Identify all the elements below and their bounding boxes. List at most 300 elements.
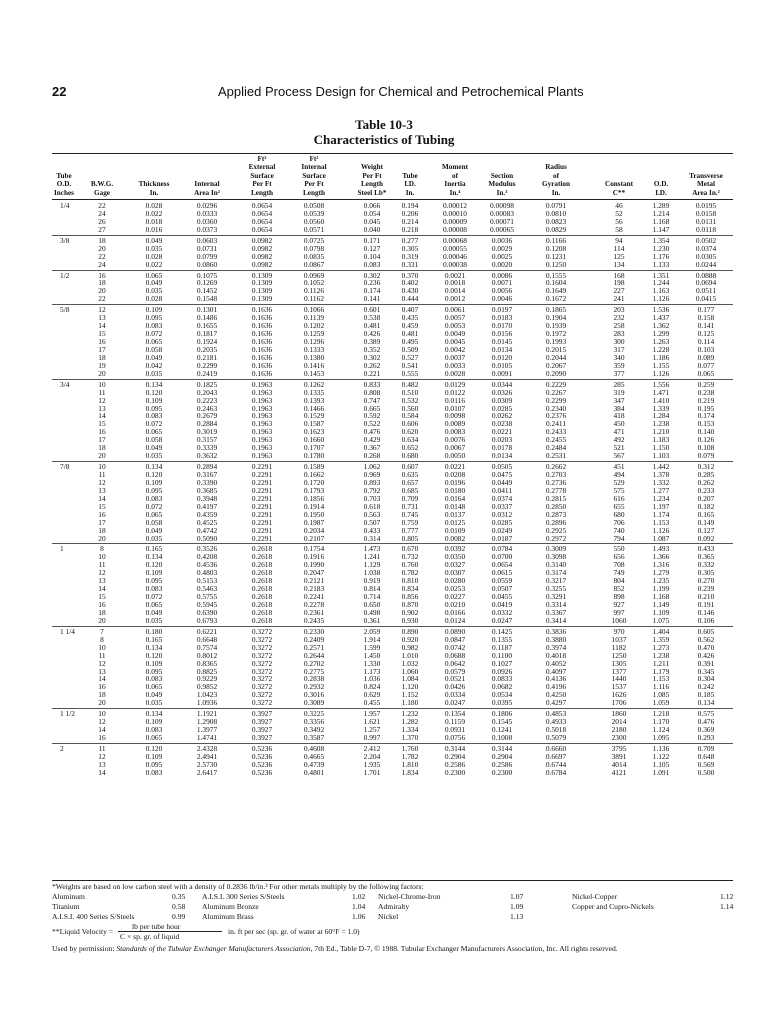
table-cell: 494 <box>613 470 625 479</box>
table-cell: 0.0028 <box>444 368 466 378</box>
table-cell: 1.351 <box>652 270 670 280</box>
factor-value: 0.99 <box>172 912 186 921</box>
table-cell: 0.652 <box>401 443 419 453</box>
table-cell: 0.2531 <box>545 451 567 461</box>
table-cell: 1.059 <box>652 698 670 708</box>
factor-value: 1.12 <box>720 892 734 901</box>
velocity-note <box>52 922 733 942</box>
table-cell: 1182 <box>611 642 627 652</box>
table-cell: 1.621 <box>363 717 381 727</box>
table-cell: 285 <box>613 379 625 389</box>
table-cell: 1.120 <box>401 682 419 692</box>
table-cell: 471 <box>613 427 625 437</box>
table-cell: 0.185 <box>697 690 715 700</box>
permission-prefix: Used by permission: <box>52 944 117 953</box>
table-cell: 0.0654 <box>251 224 273 234</box>
tube-size-group <box>52 544 733 626</box>
table-cell: 10 <box>98 462 106 472</box>
table-cell: 1.935 <box>363 759 381 769</box>
table-cell: 0.4359 <box>196 509 218 519</box>
table-cell: 0.5463 <box>196 584 218 594</box>
table-cell: 4121 <box>611 767 627 777</box>
factor-metal: Aluminum <box>52 892 85 901</box>
table-cell: 0.035 <box>145 243 163 253</box>
table-cell: 0.0018 <box>444 278 466 288</box>
table-cell: 0.3272 <box>251 642 273 652</box>
table-cell: 0.3167 <box>196 470 218 479</box>
table-cell: 0.0969 <box>303 270 325 280</box>
table-cell: 0.0067 <box>444 443 466 453</box>
table-cell: 10 <box>98 552 106 562</box>
table-cell: 450 <box>613 419 625 429</box>
table-cell: 0.0029 <box>491 243 513 253</box>
table-cell: 0.153 <box>697 419 715 429</box>
table-cell: 0.218 <box>401 224 419 234</box>
table-cell: 0.1333 <box>303 344 325 354</box>
table-cell: 0.982 <box>401 642 419 652</box>
table-cell: 16 <box>98 337 106 346</box>
table-cell: 0.058 <box>145 344 163 354</box>
table-cell: 1.556 <box>652 379 670 389</box>
table-cell: 0.104 <box>363 251 381 261</box>
table-cell: 0.1780 <box>303 451 325 461</box>
table-cell: 0.095 <box>145 313 163 323</box>
factor-row <box>52 902 733 912</box>
table-cell: 15 <box>98 592 106 602</box>
table-cell: 1.126 <box>652 368 670 378</box>
table-cell: 227 <box>613 286 625 296</box>
column-header: B.W.G. Gage <box>90 180 114 197</box>
tube-od-cell: 1/2 <box>60 270 70 280</box>
table-cell: 0.361 <box>363 615 381 625</box>
table-cell: 11 <box>98 470 106 479</box>
factor-value: 1.06 <box>352 912 366 921</box>
table-cell: 0.7574 <box>196 642 218 652</box>
table-cell: 0.500 <box>697 767 715 777</box>
table-body <box>52 201 733 778</box>
table-cell: 0.0107 <box>444 403 466 413</box>
table-cell: 8 <box>100 544 104 554</box>
table-cell: 0.3089 <box>303 698 325 708</box>
table-cell: 0.0125 <box>444 517 466 527</box>
table-cell: 2.5730 <box>196 759 218 769</box>
table-cell: 56 <box>615 216 623 226</box>
table-cell: 0.0296 <box>196 201 218 210</box>
weight-note-line <box>52 882 733 892</box>
table-cell: 0.0823 <box>545 216 567 226</box>
table-cell: 0.0344 <box>491 379 513 389</box>
table-cell: 0.2229 <box>545 379 567 389</box>
table-cell: 0.262 <box>363 360 381 370</box>
table-cell: 0.214 <box>401 216 419 226</box>
table-cell: 1.163 <box>652 286 670 296</box>
table-cell: 7 <box>100 626 104 636</box>
table-cell: 20 <box>98 368 106 378</box>
table-cell: 0.1825 <box>196 379 218 389</box>
table-cell: 0.134 <box>145 642 163 652</box>
table-cell: 0.0197 <box>491 305 513 315</box>
table-cell: 0.2904 <box>491 751 513 761</box>
table-cell: 0.562 <box>697 634 715 644</box>
table-cell: 0.0033 <box>444 360 466 370</box>
table-cell: 0.0332 <box>491 607 513 617</box>
table-cell: 0.5090 <box>196 533 218 543</box>
table-cell: 0.555 <box>401 368 419 378</box>
table-cell: 1.834 <box>401 767 419 777</box>
table-cell: 0.141 <box>363 294 381 304</box>
table-cell: 319 <box>613 387 625 397</box>
table-cell: 0.1208 <box>545 243 567 253</box>
table-cell: 0.049 <box>145 525 163 535</box>
table-cell: 0.0227 <box>444 592 466 602</box>
table-cell: 0.4208 <box>196 552 218 562</box>
table-cell: 0.2702 <box>303 658 325 668</box>
permission-suffix: , 7th Ed., Table D-7, © 1988. Tubular Exchanger Manufacturers Association, Inc. All rights reserved. <box>310 944 618 953</box>
table-cell: 0.1126 <box>303 286 325 296</box>
table-cell: 0.1545 <box>491 717 513 727</box>
table-cell: 0.618 <box>363 501 381 511</box>
table-cell: 1.277 <box>652 485 670 495</box>
table-cell: 0.0326 <box>491 387 513 397</box>
table-cell: 0.919 <box>363 576 381 586</box>
table-cell: 0.2904 <box>444 751 466 761</box>
table-cell: 0.1720 <box>303 477 325 487</box>
table-cell: 0.4196 <box>545 682 567 692</box>
table-cell: 0.2291 <box>251 477 273 487</box>
table-cell: 0.165 <box>145 544 163 554</box>
table-cell: 0.018 <box>145 216 163 226</box>
table-cell: 0.3157 <box>196 435 218 445</box>
table-cell: 1.211 <box>652 658 670 668</box>
table-cell: 0.435 <box>401 313 419 323</box>
table-cell: 0.714 <box>363 592 381 602</box>
table-cell: 0.4536 <box>196 560 218 570</box>
table-cell: 0.0360 <box>196 216 218 226</box>
table-cell: 0.0742 <box>444 642 466 652</box>
table-cell: 0.455 <box>363 698 381 708</box>
table-cell: 1.147 <box>652 224 670 234</box>
table-cell: 0.3836 <box>545 626 567 636</box>
table-cell: 0.6744 <box>545 759 567 769</box>
table-cell: 0.0455 <box>491 592 513 602</box>
table-cell: 2.204 <box>363 751 381 761</box>
table-cell: 0.0020 <box>491 259 513 269</box>
table-cell: 0.1793 <box>303 485 325 495</box>
table-cell: 10 <box>98 709 106 719</box>
table-cell: 1.0936 <box>196 698 218 708</box>
table-cell: 0.4739 <box>303 759 325 769</box>
table-cell: 575 <box>613 485 625 495</box>
table-cell: 22 <box>98 294 106 304</box>
table-cell: 0.2291 <box>251 470 273 479</box>
table-cell: 0.0262 <box>491 411 513 421</box>
table-cell: 0.2047 <box>303 568 325 578</box>
table-cell: 0.3927 <box>251 733 273 742</box>
factor-value: 1.13 <box>510 912 524 921</box>
table-cell: 2.4328 <box>196 743 218 753</box>
table-cell: 0.2484 <box>545 443 567 453</box>
table-cell: 0.134 <box>697 698 715 708</box>
table-cell: 0.079 <box>697 451 715 461</box>
table-cell: 0.00068 <box>442 235 468 245</box>
table-row <box>52 699 733 707</box>
table-cell: 740 <box>613 525 625 535</box>
table-cell: 0.1865 <box>545 305 567 315</box>
table-cell: 0.2411 <box>545 419 567 429</box>
table-cell: 0.028 <box>145 201 163 210</box>
table-cell: 0.2340 <box>545 403 567 413</box>
table-cell: 0.0210 <box>444 600 466 609</box>
table-cell: 0.00009 <box>442 216 468 226</box>
factor-metal: Admiralty <box>378 902 410 911</box>
table-cell: 0.1856 <box>303 493 325 503</box>
table-cell: 0.1636 <box>251 344 273 354</box>
table-cell: 0.4097 <box>545 666 567 676</box>
table-cell: 0.058 <box>145 435 163 445</box>
table-cell: 0.2850 <box>545 501 567 511</box>
table-cell: 0.0426 <box>444 682 466 692</box>
table-cell: 17 <box>98 435 106 445</box>
table-cell: 0.028 <box>145 294 163 304</box>
table-cell: 0.0049 <box>444 329 466 339</box>
table-cell: 0.1707 <box>303 443 325 453</box>
table-cell: 0.426 <box>697 650 715 660</box>
table-cell: 0.3140 <box>545 560 567 570</box>
table-cell: 0.221 <box>363 368 381 378</box>
factor-value: 0.58 <box>172 902 186 911</box>
table-cell: 3891 <box>611 751 627 761</box>
table-cell: 0.1309 <box>251 286 273 296</box>
table-cell: 0.4018 <box>545 650 567 660</box>
table-cell: 0.0208 <box>444 470 466 479</box>
table-cell: 0.2618 <box>251 584 273 594</box>
table-cell: 0.109 <box>145 751 163 761</box>
table-cell: 0.0183 <box>491 313 513 323</box>
table-cell: 0.680 <box>401 451 419 461</box>
table-cell: 241 <box>613 294 625 304</box>
table-cell: 18 <box>98 235 106 245</box>
table-cell: 0.2043 <box>196 387 218 397</box>
table-cell: 0.0082 <box>444 533 466 543</box>
table-cell: 1.282 <box>401 717 419 727</box>
table-cell: 0.810 <box>401 576 419 586</box>
table-cell: 1.299 <box>652 329 670 339</box>
table-cell: 0.0982 <box>251 259 273 269</box>
book-title: Applied Process Design for Chemical and Petrochemical Plants <box>218 84 584 99</box>
table-cell: 0.1452 <box>196 286 218 296</box>
table-cell: 0.049 <box>145 235 163 245</box>
table-cell: 15 <box>98 329 106 339</box>
table-cell: 347 <box>613 395 625 405</box>
table-cell: 0.0116 <box>444 395 466 405</box>
table-cell: 0.0654 <box>251 216 273 226</box>
table-cell: 0.0982 <box>251 235 273 245</box>
table-cell: 1.010 <box>401 650 419 660</box>
table-cell: 0.00098 <box>489 201 515 210</box>
table-cell: 1.241 <box>363 552 381 562</box>
table-cell: 1250 <box>611 650 627 660</box>
table-cell: 0.00046 <box>442 251 468 261</box>
table-cell: 0.2972 <box>545 533 567 543</box>
table-cell: 0.134 <box>145 462 163 472</box>
table-cell: 14 <box>98 493 106 503</box>
table-cell: 0.3632 <box>196 451 218 461</box>
table-cell: 0.0025 <box>491 251 513 261</box>
table-cell: 0.747 <box>363 395 381 405</box>
table-cell: 706 <box>613 517 625 527</box>
factor-metal: A.I.S.I. 400 Series S/Steels <box>52 912 135 921</box>
table-cell: 0.072 <box>145 501 163 511</box>
table-cell: 0.444 <box>401 294 419 304</box>
table-cell: 1.914 <box>363 634 381 644</box>
table-cell: 0.0539 <box>303 208 325 218</box>
table-cell: 0.0694 <box>695 278 717 288</box>
table-cell: 0.498 <box>363 607 381 617</box>
table-cell: 12 <box>98 568 106 578</box>
table-cell: 283 <box>613 329 625 339</box>
table-cell: 0.890 <box>401 626 419 636</box>
table-cell: 1.354 <box>652 235 670 245</box>
table-cell: 0.1296 <box>303 337 325 346</box>
table-cell: 1.036 <box>363 674 381 684</box>
table-cell: 0.0534 <box>491 690 513 700</box>
table-cell: 898 <box>613 592 625 602</box>
table-cell: 13 <box>98 576 106 586</box>
table-cell: 0.527 <box>401 352 419 362</box>
table-cell: 24 <box>98 208 106 218</box>
table-cell: 0.0145 <box>491 337 513 346</box>
table-cell: 0.1963 <box>251 443 273 453</box>
table-cell: 0.560 <box>401 403 419 413</box>
table-cell: 0.0156 <box>491 329 513 339</box>
table-cell: 0.016 <box>145 224 163 234</box>
table-cell: 0.601 <box>363 305 381 315</box>
table-cell: 0.4297 <box>545 698 567 708</box>
table-cell: 20 <box>98 243 106 253</box>
table-cell: 0.470 <box>697 642 715 652</box>
table-cell: 1.091 <box>652 767 670 777</box>
table-cell: 1.122 <box>652 751 670 761</box>
table-cell: 0.0249 <box>491 525 513 535</box>
table-row <box>52 617 733 625</box>
table-cell: 0.0196 <box>444 477 466 487</box>
table-cell: 2014 <box>611 717 627 727</box>
table-cell: 0.00012 <box>442 201 468 210</box>
table-cell: 0.969 <box>363 470 381 479</box>
factor-metal: A.I.S.I. 300 Series S/Steels <box>202 892 285 901</box>
table-cell: 0.095 <box>145 403 163 413</box>
table-cell: 0.0071 <box>491 278 513 288</box>
table-cell: 0.083 <box>145 493 163 503</box>
table-cell: 1.263 <box>652 337 670 346</box>
table-cell: 0.1139 <box>303 313 325 323</box>
table-cell: 0.4608 <box>303 743 325 753</box>
table-cell: 2.4941 <box>196 751 218 761</box>
table-cell: 0.532 <box>401 395 419 405</box>
table-cell: 0.0148 <box>444 501 466 511</box>
table-cell: 0.1309 <box>251 294 273 304</box>
table-cell: 0.134 <box>145 552 163 562</box>
table-cell: 0.065 <box>145 427 163 437</box>
table-cell: 0.459 <box>401 321 419 331</box>
table-cell: 0.732 <box>401 552 419 562</box>
table-cell: 0.3927 <box>251 725 273 735</box>
table-cell: 0.3291 <box>545 592 567 602</box>
tube-size-group <box>52 380 733 462</box>
table-cell: 1860 <box>611 709 627 719</box>
table-cell: 0.1453 <box>303 368 325 378</box>
table-cell: 0.0829 <box>545 224 567 234</box>
table-cell: 0.0579 <box>444 666 466 676</box>
table-cell: 0.0756 <box>444 733 466 742</box>
table-cell: 0.2618 <box>251 568 273 578</box>
table-cell: 0.2662 <box>545 462 567 472</box>
tube-od-cell: 1 <box>60 544 64 554</box>
table-cell: 0.0982 <box>251 243 273 253</box>
table-cell: 0.0847 <box>444 634 466 644</box>
table-cell: 0.2183 <box>303 584 325 594</box>
table-cell: 0.319 <box>401 251 419 261</box>
table-cell: 0.0559 <box>491 576 513 586</box>
table-cell: 0.331 <box>401 259 419 269</box>
table-cell: 1440 <box>611 674 627 684</box>
table-cell: 1.810 <box>401 759 419 769</box>
table-cell: 1377 <box>611 666 627 676</box>
table-cell: 0.065 <box>145 337 163 346</box>
table-cell: 0.0091 <box>491 368 513 378</box>
table-cell: 0.1250 <box>545 259 567 269</box>
table-cell: 0.058 <box>145 517 163 527</box>
table-cell: 1.235 <box>652 576 670 586</box>
table-cell: 1.234 <box>652 493 670 503</box>
table-cell: 0.1309 <box>251 270 273 280</box>
table-cell: 17 <box>98 517 106 527</box>
table-cell: 18 <box>98 525 106 535</box>
table-cell: 0.481 <box>401 329 419 339</box>
table-cell: 0.0120 <box>491 352 513 362</box>
table-cell: 14 <box>98 411 106 421</box>
table-cell: 1.170 <box>652 717 670 727</box>
table-cell: 0.3356 <box>303 717 325 727</box>
table-cell: 0.2067 <box>545 360 567 370</box>
table-cell: 16 <box>98 682 106 692</box>
table-cell: 0.0603 <box>196 235 218 245</box>
table-cell: 0.207 <box>697 493 715 503</box>
table-cell: 0.389 <box>363 337 381 346</box>
table-cell: 0.920 <box>401 634 419 644</box>
table-cell: 0.0682 <box>491 682 513 692</box>
table-cell: 0.834 <box>401 584 419 594</box>
table-cell: 1.0423 <box>196 690 218 700</box>
table-cell: 0.563 <box>363 509 381 519</box>
table-cell: 0.5236 <box>251 767 273 777</box>
table-cell: 0.312 <box>697 462 715 472</box>
table-cell: 1.279 <box>652 568 670 578</box>
table-cell: 0.760 <box>401 560 419 570</box>
table-cell: 0.1335 <box>303 387 325 397</box>
table-cell: 0.177 <box>697 305 715 315</box>
table-cell: 1.228 <box>652 344 670 354</box>
table-cell: 0.0083 <box>444 427 466 437</box>
table-cell: 0.3272 <box>251 666 273 676</box>
table-cell: 0.670 <box>401 544 419 554</box>
table-cell: 0.0221 <box>444 462 466 472</box>
table-cell: 0.2679 <box>196 411 218 421</box>
table-cell: 0.3272 <box>251 626 273 636</box>
table-cell: 0.1649 <box>545 286 567 296</box>
table-cell: 550 <box>613 544 625 554</box>
table-cell: 0.3272 <box>251 682 273 692</box>
